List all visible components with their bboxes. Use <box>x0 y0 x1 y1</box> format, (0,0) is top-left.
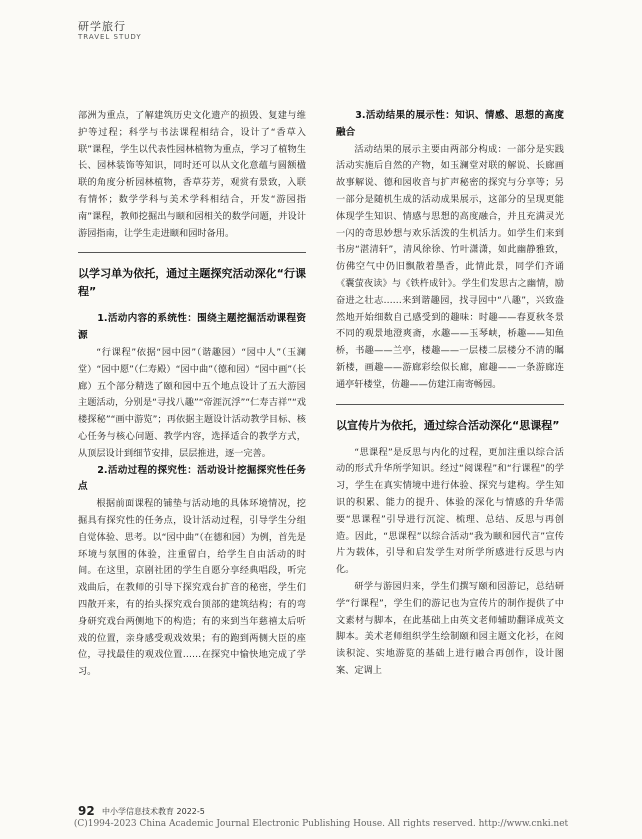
copyright-notice: (C)1994-2023 China Academic Journal Electronic Publishing House. All rights reserved. http://www.cnki.net <box>73 819 569 829</box>
left-column <box>78 108 306 681</box>
subsection-1-paragraph: “行课程”依据“园中园”（谐趣园）“园中人”（玉澜堂）“园中愿”（仁寿殿）“园中曲”（德和园）“园中画”（长廊）五个部分精选了颐和园中五个地点设计了五大游园主题活动，分别是“寻找八趣”“帝涯沉浮”“仁寿吉祥”“戏楼探秘”“画中游览”；再依据主题设计活动教学目标、核心任务与核心问题、教学内容，选择适合的教学方式，从顶层设计到细节安排，层层推进，逐一完善。 <box>78 346 306 459</box>
si-kecheng-paragraph-1: “思课程”是反思与内化的过程，更加注重以综合活动的形式升华所学知识。经过“阅课程”和“行课程”的学习，学生在真实情境中进行体验、探究与建构。学生知识的积累、能力的提升、体验的深化与情感的升华需要“思课程”引导进行沉淀、梳理、总结、反思与再创造。因此，“思课程”以综合活动“我为颐和园代言”宣传片为载体，引导和启发学生对所学所感进行反思与内化。 <box>336 446 564 576</box>
right-column <box>336 108 564 680</box>
section-title-si-kecheng: 以宣传片为依托，通过综合活动深化“思课程” <box>336 418 560 432</box>
subsection-2-paragraph: 根据前面课程的铺垫与活动地的具体环境情况，挖掘具有探究性的任务点，设计活动过程，引导学生分组自觉体验、思考。以“园中曲”（在德和园）为例，首先是环境与氛围的体验，注重留白，给学生自由活动的时间。在这里，京剧社团的学生自愿分享经典唱段，听完戏曲后，在教师的引导下探究戏台扩音的秘密，学生们四散开来，有的抬头探究戏台顶部的建筑结构；有的弯身研究戏台两侧地下的构造；有的来到当年慈禧太后听戏的位置，亲身感受观戏效果；有的跑到两侧大臣的座位，寻找最佳的观戏位置……在探究中愉快地完成了学习。 <box>78 498 306 678</box>
section-title-xing-kecheng: 以学习单为依托，通过主题探究活动深化“行课程” <box>78 267 306 299</box>
section-divider <box>336 404 564 405</box>
subsection-3-paragraph: 活动结果的展示主要由两部分构成：一部分是实践活动实施后自然的产物，如玉澜堂对联的解说、长廊画故事解说、德和园收音与扩声秘密的探究与分享等；另一部分是随机生成的活动成果展示，这部分的呈现更能体现学生知识、情感与思想的高度融合，并且充满灵光一闪的奇思妙想与欢乐活泼的生机活力。如学生们来到书房“湛清轩”，清风徐徐、竹叶潇潇，如此幽静雅致，仿佛空气中仍旧飘散着墨香，此情此景，同学们齐诵《囊萤夜读》与《铁杵成针》。学生们发思古之幽情，励奋进之壮志……来到谐趣园，找寻园中“八趣”，兴致盎然地开始细数自己感受到的趣味：时趣——春夏秋冬景不同的观景地澄爽斋，水趣——玉琴峡，桥趣——知鱼桥，书趣——兰亭，楼趣——一层楼二层楼分不清的瞩新楼，画趣——游廊彩绘似长廊，廊趣——一条游廊连通亭轩楼堂，仿趣——仿建江南寄畅园。 <box>336 143 564 390</box>
journal-name: 中小学信息技术教育 2022-5 <box>102 807 205 816</box>
section-divider <box>78 252 306 253</box>
subsection-title-2: 2.活动过程的探究性：活动设计挖掘探究性任务点 <box>78 464 306 493</box>
intro-paragraph: 部洲为重点，了解建筑历史文化遗产的损毁、复建与维护等过程；科学与书法课程相结合，设计了“香草入联”课程，学生以代表性园林植物为重点，学习了植物生长、园林装饰等知识，同时还可以从文化意蕴与圆额楹联的角度分析园林植物，香草芬芳，观赏有景致，入联有情怀；数学学科与美术学科相结合，开发“游园指南”课程，教师挖掘出与颐和园相关的数学问题，并设计游园指南，让学生走进颐和园时备用。 <box>78 110 306 239</box>
subsection-title-1: 1.活动内容的系统性：围绕主题挖掘活动课程资源 <box>78 313 306 342</box>
page-number: 92 <box>78 804 95 818</box>
si-kecheng-paragraph-2: 研学与游园归来，学生们撰写颐和园游记，总结研学“行课程”，学生们的游记也为宣传片的制作提供了中文素材与脚本，在此基础上由英文老师辅助翻译成英文脚本。美术老师组织学生绘制颐和园主题文化衫，在阅读积淀、实地游览的基础上进行融合再创作，设计图案、定调上 <box>336 580 564 676</box>
running-header-english: TRAVEL STUDY <box>78 33 142 41</box>
subsection-title-3: 3.活动结果的展示性：知识、情感、思想的高度融合 <box>336 110 564 138</box>
running-header-section: 研学旅行 <box>78 20 126 33</box>
